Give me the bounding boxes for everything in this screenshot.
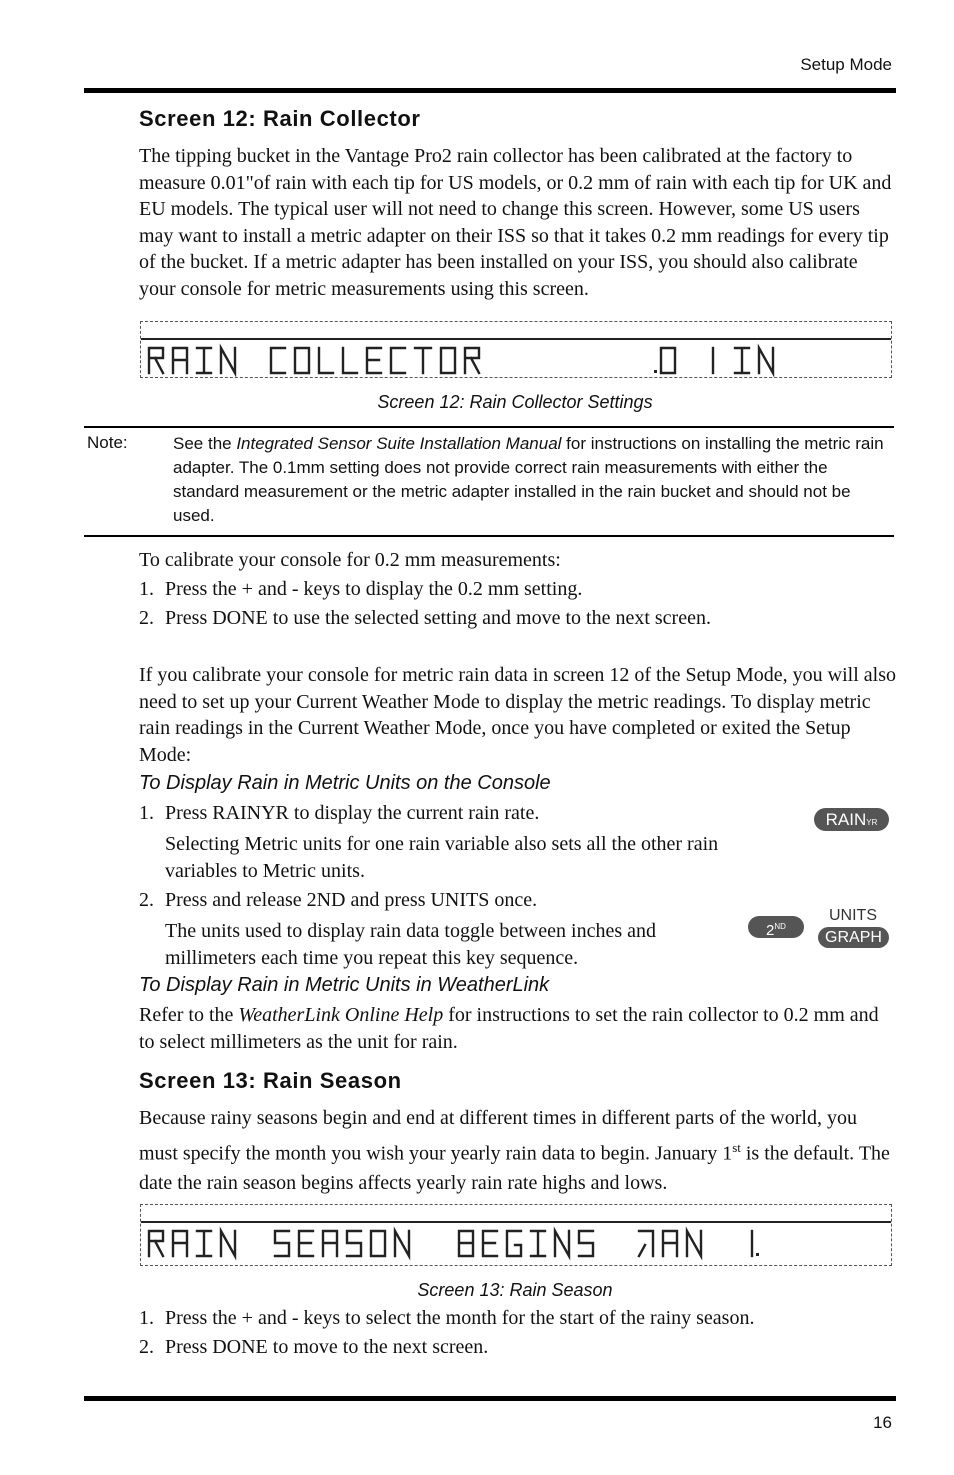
weatherlink-subhead: To Display Rain in Metric Units in WeatherLink [139,974,550,996]
screen13-intro-b: is the default. The date the rain season begins affects yearly rain rate highs and lows. [139,1142,890,1194]
weatherlink-help-title: WeatherLink Online Help [238,1004,444,1026]
weatherlink-post: for instructions to set the rain collector to 0.2 mm and to select millimeters as the unit for rain. [139,1004,879,1053]
screen13-lcd [140,1204,892,1266]
calibrate-followup: If you calibrate your console for metric rain data in screen 12 of the Setup Mode, you will also need to set up your Current Weather Mode to display the metric readings. To display metric rain readings in the Current Weather Mode, once you have completed or exited the Setup Mode: [139,664,896,766]
lcd-segments [141,322,891,377]
graph-key-icon: GRAPH [818,927,889,948]
second-key-icon [748,916,804,938]
step-number: 1. [139,1307,154,1329]
rainyr-key-icon [814,808,889,831]
second-key-label: 2 [766,922,775,939]
step-text: Press RAINYR to display the current rain rate. [165,802,540,824]
screen12-caption: Screen 12: Rain Collector Settings [377,392,653,412]
second-key-sup: ND [774,922,786,931]
screen12-lcd [140,321,892,378]
step-number: 2. [139,607,154,629]
note-post: for instructions on installing the metric rain adapter. The 0.1mm setting does not provide correct rain measurements with either the standard measurement or the metric adapter installed in the rain bucket and should not be used. [173,434,884,525]
season-step-1 [139,1305,754,1332]
footer-rule [84,1396,896,1401]
weatherlink-pre: Refer to the [139,1004,239,1026]
header-rule [84,88,896,93]
weatherlink-text [139,1002,899,1055]
step-text: Press and release 2ND and press UNITS once. [165,889,538,911]
rain-key-label: RAIN [825,810,867,829]
console-step-2 [139,887,537,914]
screen12-intro: The tipping bucket in the Vantage Pro2 rain collector has been calibrated at the factory to measure 0.01"of rain with each tip for US models, or 0.2 mm of rain with each tip for UK and EU models. The typical user will not need to change this screen. However, some US users may want to install a metric adapter on their ISS so that it takes 0.2 mm readings for every tip of the bucket. If a metric adapter has been installed on your ISS, you should also calibrate your console for metric measurements using this screen. [139,145,892,300]
console-step-2-detail: The units used to display rain data toggle between inches and millimeters each time you repeat this key sequence. [165,920,656,969]
screen13-intro-sup: st [732,1140,741,1155]
calibrate-step-1 [139,576,582,603]
step-text: Press the + and - keys to select the month for the start of the rainy season. [165,1307,755,1329]
lcd-segments [141,1205,891,1265]
step-number: 2. [139,1336,154,1358]
step-text: Press DONE to move to the next screen. [165,1336,489,1358]
running-head: Setup Mode [800,55,892,74]
screen13-heading: Screen 13: Rain Season [139,1068,402,1093]
console-units-subhead: To Display Rain in Metric Units on the Console [139,772,551,794]
note-bottom-rule [84,535,894,537]
screen13-caption: Screen 13: Rain Season [417,1280,613,1300]
step-text: Press the + and - keys to display the 0.2 mm setting. [165,578,583,600]
note-label: Note: [87,433,128,452]
console-step-1-detail: Selecting Metric units for one rain variable also sets all the other rain variables to Metric units. [165,833,719,882]
console-step-1 [139,800,539,827]
screen12-heading: Screen 12: Rain Collector [139,106,421,131]
page-number: 16 [873,1413,892,1432]
step-text: Press DONE to use the selected setting and move to the next screen. [165,607,711,629]
step-number: 2. [139,889,154,911]
units-key-label: UNITS [829,907,877,924]
step-number: 1. [139,578,154,600]
note-text [173,432,893,528]
calibrate-step-2 [139,605,711,632]
note-manual-title: Integrated Sensor Suite Installation Manual [236,434,562,453]
screen13-intro [139,1104,899,1198]
note-pre: See the [173,434,237,453]
note-top-rule [84,426,894,428]
season-step-2 [139,1334,488,1361]
rain-key-sub: YR [866,818,878,827]
step-number: 1. [139,802,154,824]
screen13-intro-a: Because rainy seasons begin and end at different times in different parts of the world, you must specify the month you wish your yearly rain data to begin. January 1 [139,1107,857,1165]
calibrate-intro: To calibrate your console for 0.2 mm measurements: [139,549,561,571]
